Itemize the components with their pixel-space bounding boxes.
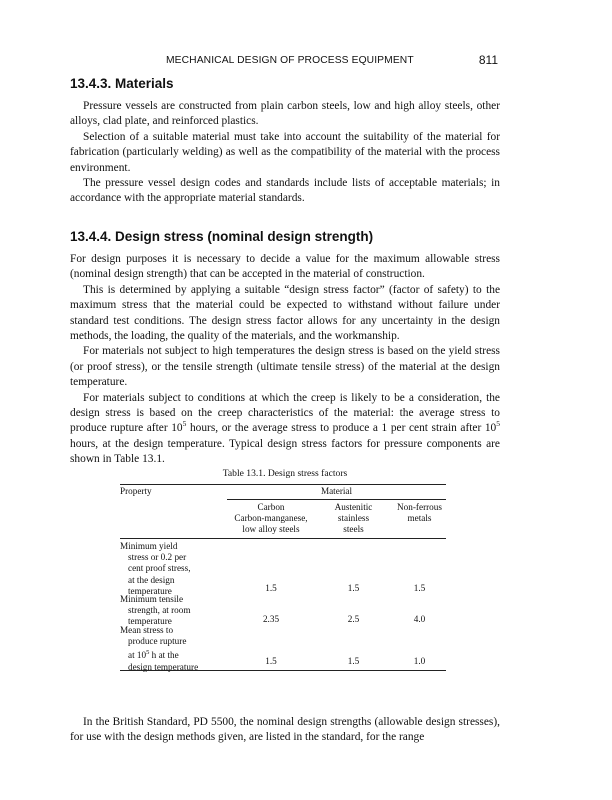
table-caption: Table 13.1. Design stress factors — [222, 468, 348, 479]
row-label-line: cent proof stress, — [128, 563, 191, 574]
section-heading-materials: 13.4.3. Materials — [70, 76, 174, 91]
row-label-mean-stress-rupture — [120, 625, 220, 673]
column-header-non-ferrous — [391, 502, 448, 524]
row-label-line: Mean stress to — [120, 625, 174, 635]
column-header-line: metals — [407, 513, 432, 524]
final-paragraph: In the British Standard, PD 5500, the nominal design strengths (allowable design stresses), for use with the design methods given, are listed in the standard, for the range — [70, 716, 500, 744]
row-label-text: h at the — [149, 650, 179, 661]
table-cell: 1.5 — [265, 656, 277, 666]
section-heading-design-stress: 13.4.4. Design stress (nominal design strength) — [70, 229, 374, 244]
materials-paragraph-3: The pressure vessel design codes and standards include lists of acceptable materials; in accordance with the appropriate material standards. — [70, 177, 500, 205]
materials-body — [70, 99, 500, 207]
row-label-line: design temperature — [128, 661, 199, 672]
row-label-line: at the design — [128, 574, 175, 585]
page-number: 811 — [478, 53, 498, 67]
table-bottom-rule — [120, 670, 446, 671]
design-stress-paragraph-1: For design purposes it is necessary to decide a value for the maximum allowable stress (nominal design strength) that can be accepted in the material of construction. — [70, 253, 500, 281]
column-header-line: steels — [343, 524, 364, 535]
table-cell: 1.5 — [413, 583, 426, 593]
creep-exponent-1: 5 — [182, 419, 187, 429]
column-header-line: low alloy steels — [242, 524, 300, 535]
design-stress-body — [70, 252, 500, 468]
property-header: Property — [120, 486, 152, 496]
row-label-minimum-yield — [120, 541, 220, 597]
materials-paragraph-1: Pressure vessels are constructed from plain carbon steels, low and high alloy steels, other alloys, clad plate, and reinforced plastics. — [70, 100, 500, 128]
design-stress-paragraph-3: For materials not subject to high temperatures the design stress is based on the yield stress (or proof stress), or the tensile strength (ultimate tensile stress) of the material at the design temperature. — [70, 345, 500, 389]
table-cell: 1.5 — [265, 583, 277, 593]
row-label-line: Minimum tensile — [120, 594, 184, 604]
table-cell: 2.35 — [262, 614, 280, 624]
materials-paragraph-2: Selection of a suitable material must take into account the suitability of the material for fabrication (particularly welding) as well as the compatibility of the material with the process environment. — [70, 130, 500, 174]
row-label-minimum-tensile — [120, 594, 220, 628]
table-material-rule — [227, 499, 446, 500]
creep-text-b: hours, or the average stress to produce a 1 per cent strain after 10 — [186, 422, 497, 435]
row-label-exponent: 5 — [146, 649, 150, 657]
material-header: Material — [320, 486, 353, 496]
column-header-line: Non-ferrous — [397, 502, 442, 512]
row-label-line — [120, 647, 220, 661]
row-label-text: at 10 — [128, 650, 147, 661]
creep-text-c: hours, at the design temperature. Typical design stress factors for pressure components are shown in Table 13.1. — [70, 437, 500, 466]
column-header-line: Carbon — [257, 502, 285, 512]
table-top-rule — [120, 484, 446, 485]
column-header-line: stainless — [337, 513, 370, 524]
table-cell: 4.0 — [413, 614, 426, 624]
running-header — [70, 53, 500, 69]
row-label-line: temperature — [128, 585, 172, 596]
running-title: MECHANICAL DESIGN OF PROCESS EQUIPMENT — [166, 55, 414, 66]
table-cell: 1.5 — [347, 583, 360, 593]
column-header-carbon-steels — [229, 502, 313, 536]
creep-exponent-2: 5 — [496, 419, 501, 429]
table-cell: 1.5 — [347, 656, 360, 666]
table-cell: 1.0 — [413, 656, 426, 666]
row-label-line: temperature — [128, 616, 172, 627]
column-header-line: Austenitic — [334, 502, 373, 512]
creep-text-a: For materials subject to conditions at which the creep is likely to be a consideration, the design stress is based on the creep characteristics of the material: the average stress to produce rupture after 10 — [70, 391, 500, 435]
column-header-line: Carbon-manganese, — [234, 513, 308, 524]
row-label-line: Minimum yield — [120, 541, 178, 551]
table-header-rule — [120, 538, 446, 539]
table-cell: 2.5 — [347, 614, 360, 624]
design-stress-paragraph-2: This is determined by applying a suitable “design stress factor” (factor of safety) to the maximum stress that the material could be expected to withstand without failure under standard test conditions. The design stress factor allows for any uncertainty in the design methods, the loading, the quality of the materials, and the workmanship. — [70, 283, 500, 343]
row-label-line: produce rupture — [128, 636, 187, 647]
row-label-line: strength, at room — [128, 605, 191, 616]
column-header-austenitic — [313, 502, 394, 536]
final-body — [70, 715, 500, 746]
row-label-line: stress or 0.2 per — [128, 552, 187, 563]
design-stress-paragraph-4 — [70, 391, 500, 468]
